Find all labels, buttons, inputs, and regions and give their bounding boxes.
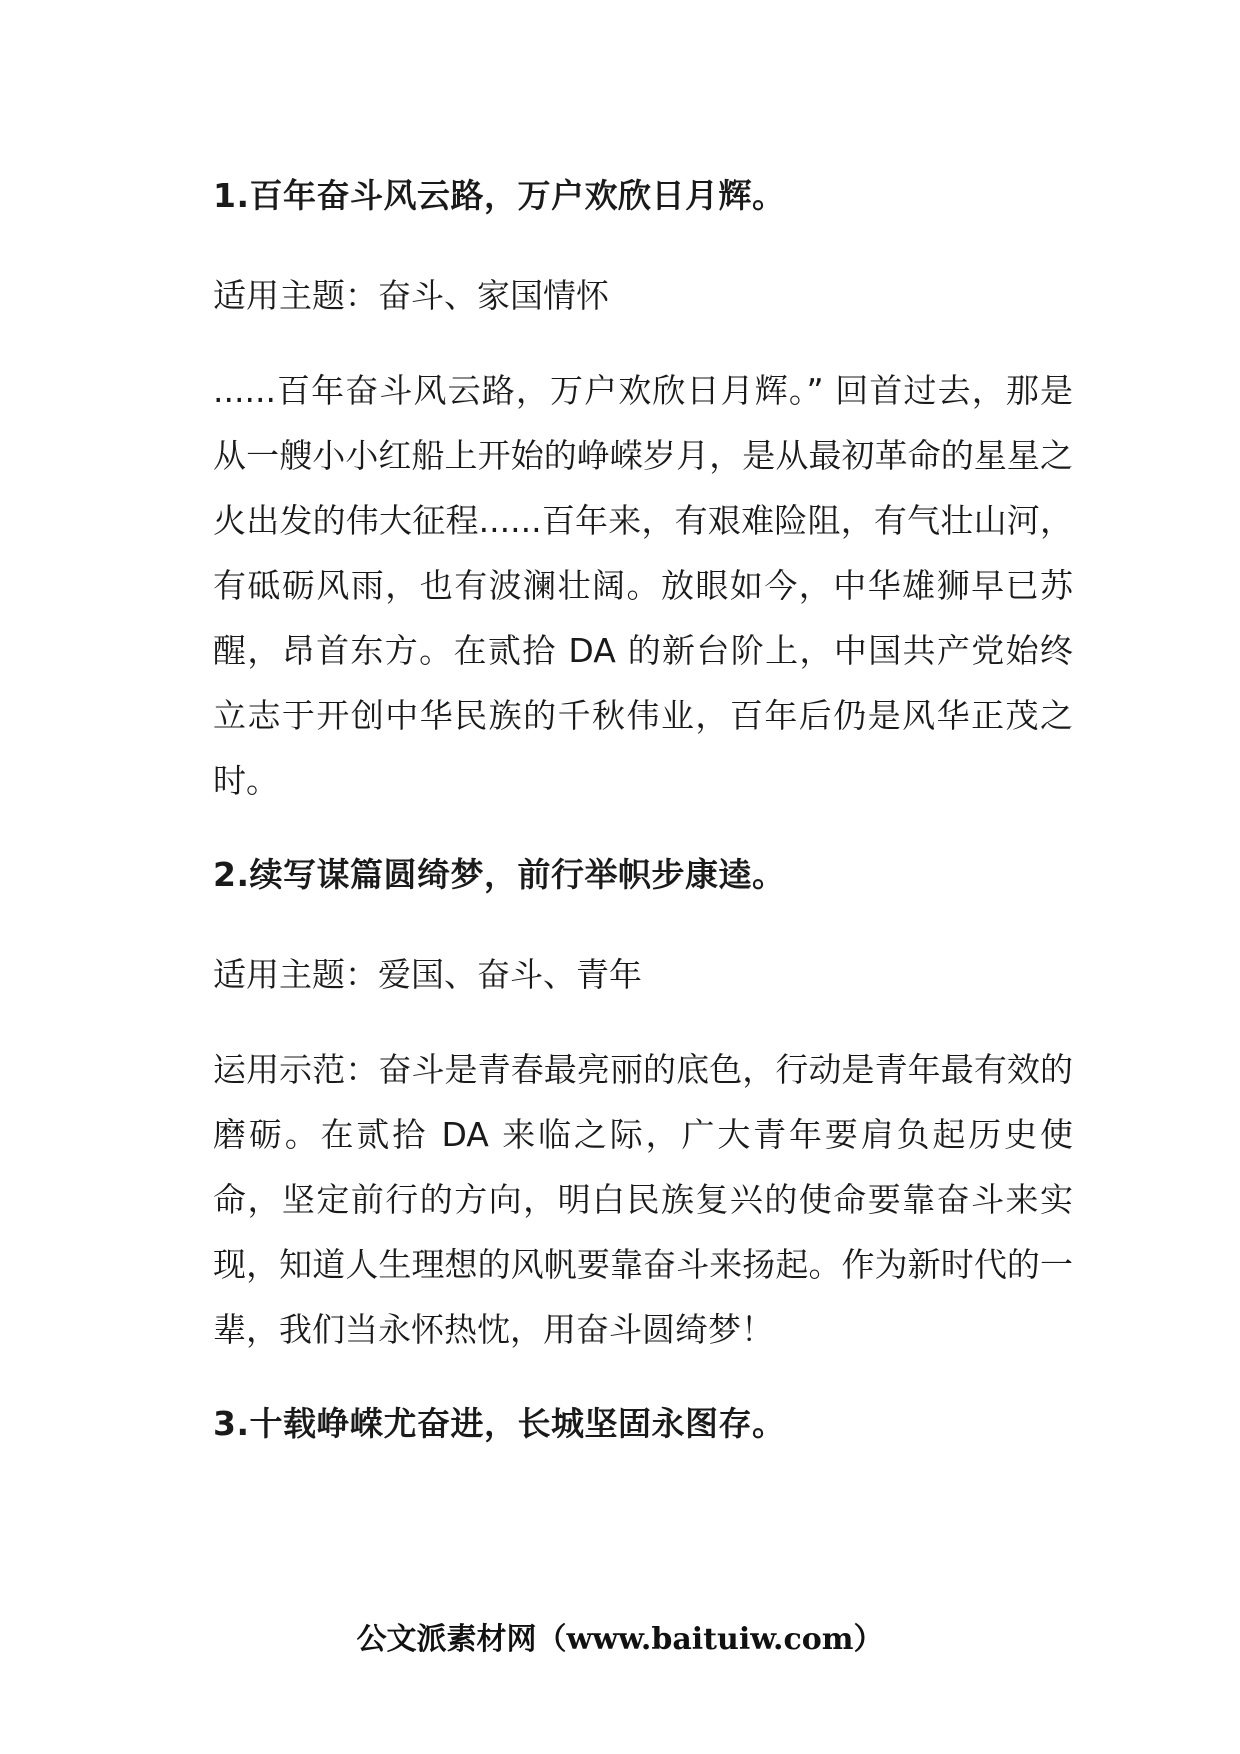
section-1-heading: 1.百年奋斗风云路，万户欢欣日月辉。 xyxy=(213,176,786,215)
section-2-heading: 2.续写谋篇圆绮梦，前行举帜步康逵。 xyxy=(213,855,786,894)
section-1-theme: 适用主题：奋斗、家国情怀 xyxy=(213,276,609,315)
section-2-theme: 适用主题：爱国、奋斗、青年 xyxy=(213,955,642,994)
section-2-paragraph: 运用示范：奋斗是青春最亮丽的底色，行动是青年最有效的磨砺。在贰拾 DA 来临之际，广大青年要肩负起历史使命，坚定前行的方向，明白民族复兴的使命要靠奋斗来实现，知道人生理想的风帆要靠奋斗来扬起。作为新时代的一辈，我们当永怀热忱，用奋斗圆绮梦！ xyxy=(213,1050,1073,1349)
document-body xyxy=(213,160,1073,1446)
section-1-paragraph: ......百年奋斗风云路，万户欢欣日月辉。” 回首过去，那是从一艘小小红船上开始的峥嵘岁月，是从最初革命的星星之火出发的伟大征程......百年来，有艰难险阻，有气壮山河，有砥砺风雨，也有波澜壮阔。放眼如今，中华雄狮早已苏醒，昂首东方。在贰拾 DA 的新台阶上，中国共产党始终立志于开创中华民族的千秋伟业，百年后仍是风华正茂之时。 xyxy=(213,371,1073,800)
page-footer: 公文派素材网（www.baituiw.com） xyxy=(356,1622,884,1657)
section-3-heading: 3.十载峥嵘尤奋进，长城坚固永图存。 xyxy=(213,1404,786,1443)
